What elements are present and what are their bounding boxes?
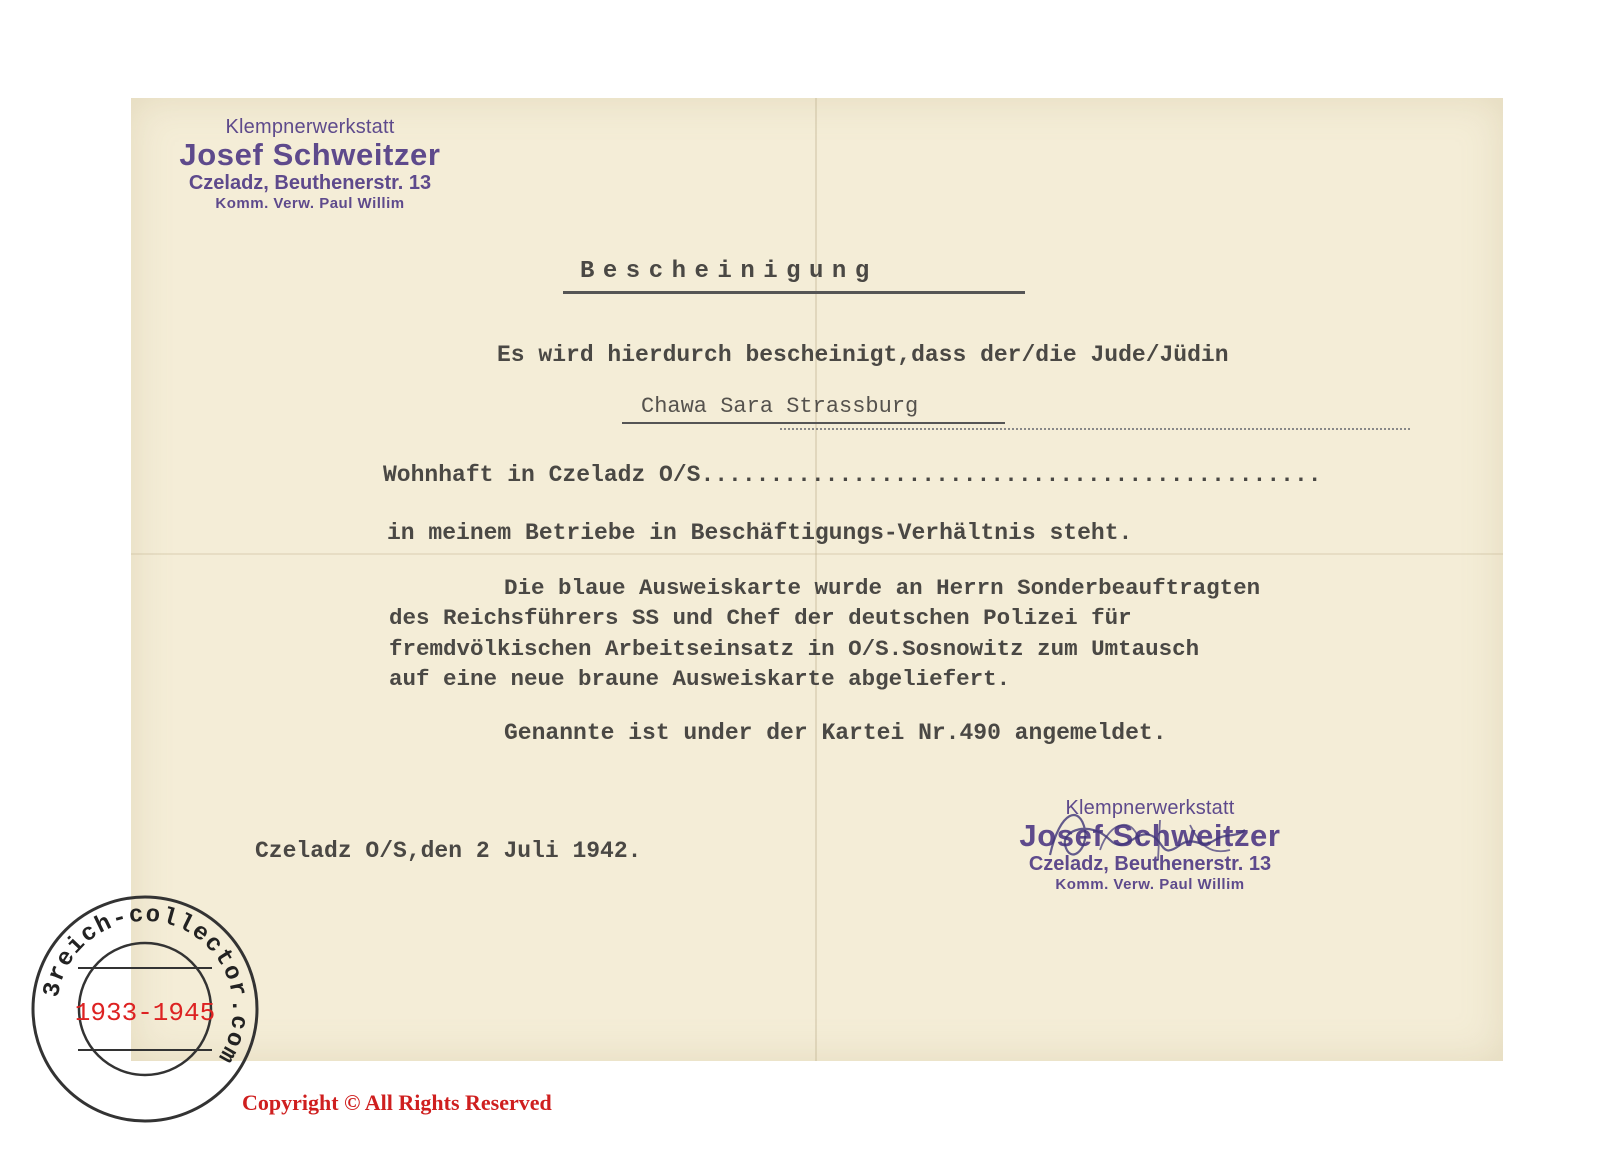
person-name: Chawa Sara Strassburg <box>641 394 919 419</box>
company-stamp-top <box>140 116 480 212</box>
stamp-line-administrator: Komm. Verw. Paul Willim <box>1055 875 1245 893</box>
paragraph-line-2: des Reichsführers SS und Chef der deutschen Polizei für <box>389 605 1132 631</box>
watermark-ring-text: 3reich-collector.com <box>38 901 253 1069</box>
stamp-line-address: Czeladz, Beuthenerstr. 13 <box>1028 852 1272 875</box>
name-dotted-line <box>780 428 1410 430</box>
handwritten-signature <box>1040 800 1250 880</box>
paragraph-line-3: fremdvölkischen Arbeitseinsatz in O/S.Sosnowitz zum Umtausch <box>389 636 1200 662</box>
stamp-line-workshop: Klempnerwerkstatt <box>225 116 395 138</box>
document-title: Bescheinigung <box>580 258 878 285</box>
name-underline <box>622 422 1005 424</box>
certification-line: Es wird hierdurch bescheinigt,dass der/die Jude/Jüdin <box>497 342 1229 368</box>
place-date-line: Czeladz O/S,den 2 Juli 1942. <box>255 838 642 864</box>
residence-dots: ............................................. <box>700 462 1322 488</box>
stamp-line-owner: Josef Schweitzer <box>1019 818 1281 853</box>
paper-fold-horizontal <box>131 553 1503 555</box>
residence-text: Wohnhaft in Czeladz O/S <box>383 462 701 488</box>
stamp-line-address: Czeladz, Beuthenerstr. 13 <box>188 171 432 194</box>
title-underline <box>563 291 1025 294</box>
paragraph-line-4: auf eine neue braune Ausweiskarte abgeliefert. <box>389 666 1011 692</box>
paragraph-line-1: Die blaue Ausweiskarte wurde an Herrn Sonderbeauftragten <box>504 575 1261 601</box>
employment-line: in meinem Betriebe in Beschäftigungs-Verhältnis steht. <box>387 520 1133 546</box>
collector-watermark-seal <box>26 890 264 1128</box>
copyright-notice: Copyright © All Rights Reserved <box>242 1090 552 1115</box>
stamp-line-owner: Josef Schweitzer <box>179 137 441 172</box>
watermark-years: 1933-1945 <box>74 998 216 1028</box>
stamp-line-administrator: Komm. Verw. Paul Willim <box>215 194 405 212</box>
stamp-line-workshop: Klempnerwerkstatt <box>1065 797 1235 819</box>
residence-line <box>383 462 1322 488</box>
registration-line: Genannte ist under der Kartei Nr.490 angemeldet. <box>504 720 1167 746</box>
